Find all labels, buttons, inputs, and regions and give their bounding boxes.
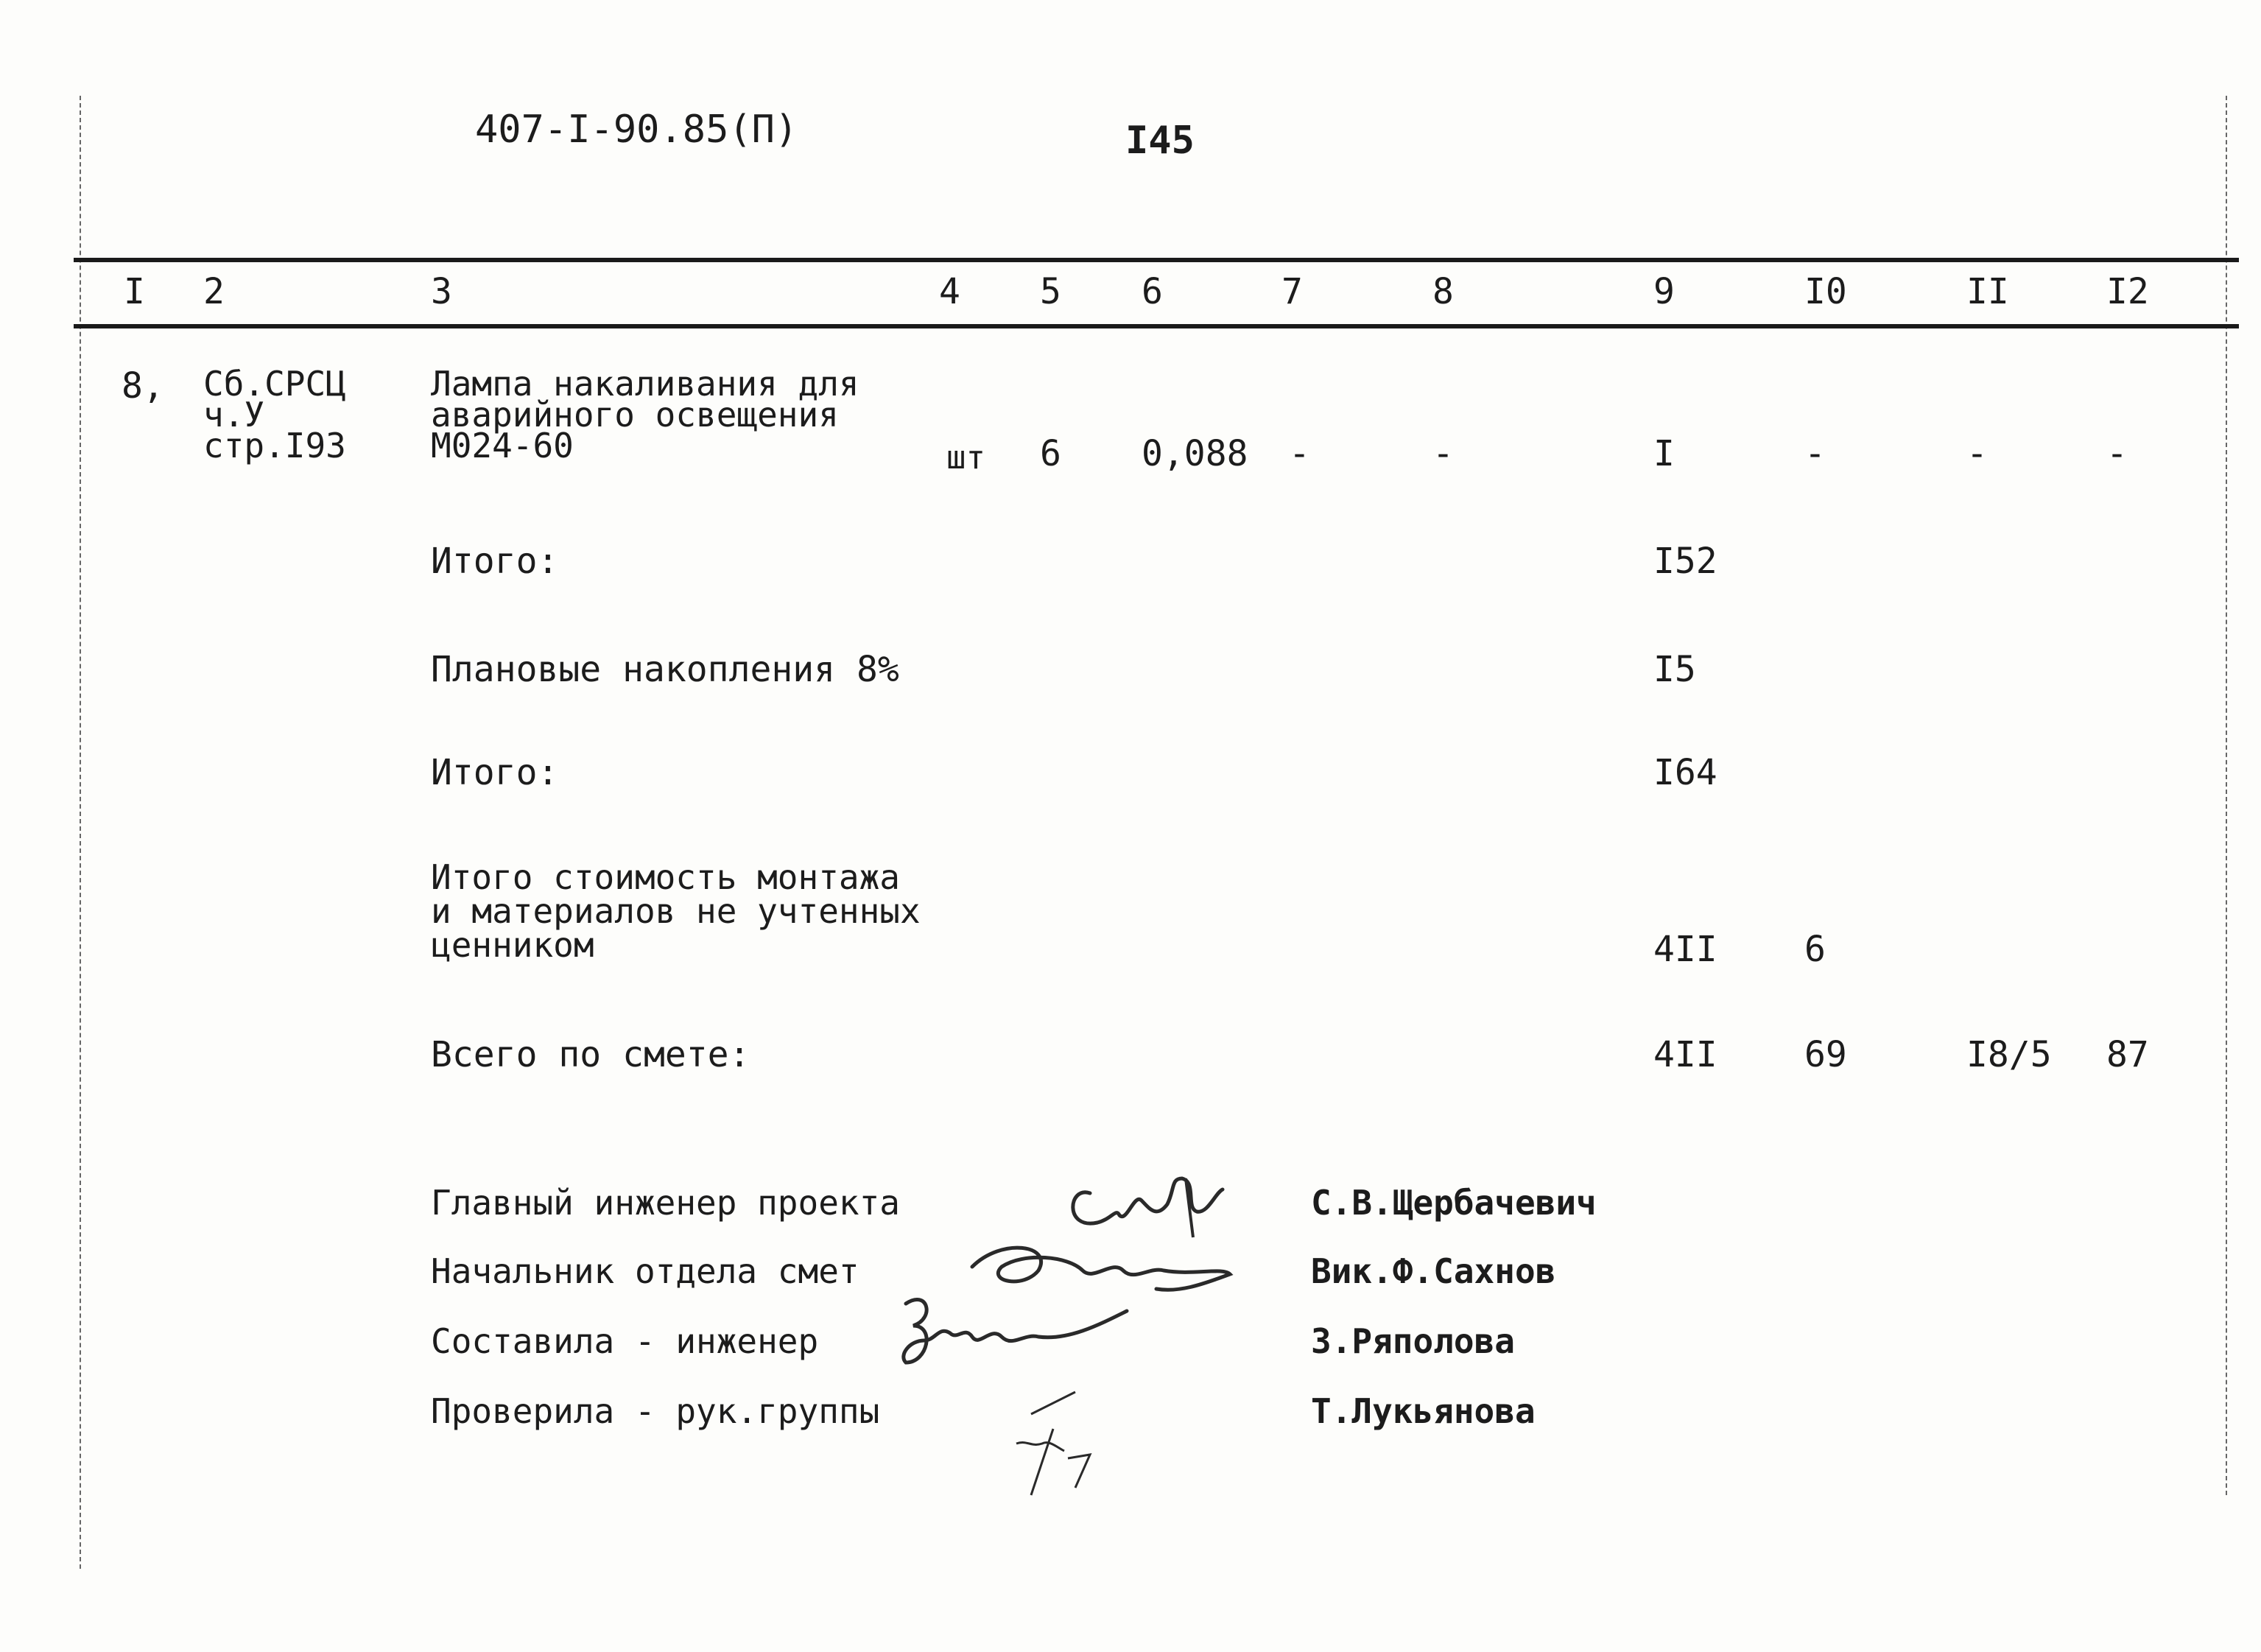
column-header: I2: [2106, 271, 2149, 312]
totals-col9: 4II: [1653, 1034, 1717, 1075]
signature-name: Вик.Ф.Сахнов: [1311, 1251, 1556, 1291]
signature-name: С.В.Щербачевич: [1311, 1183, 1597, 1223]
totals-label: Всего по смете:: [431, 1034, 750, 1075]
totals-label: Итого:: [431, 752, 559, 793]
signature-role: Проверила - рук.группы: [431, 1391, 880, 1431]
row-price: 0,088: [1142, 433, 1248, 474]
totals-label: Итого стоимость монтажа и материалов не учтенных ценником: [431, 857, 921, 965]
column-header: 3: [431, 271, 452, 312]
signature-role: Главный инженер проекта: [431, 1183, 900, 1223]
row-col8: -: [1432, 433, 1454, 474]
totals-col9: I64: [1653, 752, 1717, 793]
document-code: 407-I-90.85(П): [475, 108, 798, 152]
totals-col10: 69: [1804, 1034, 1847, 1075]
row-qty: 6: [1040, 433, 1061, 474]
column-header: I0: [1804, 271, 1847, 312]
column-header: 9: [1653, 271, 1675, 312]
header-bottom-rule: [74, 324, 2239, 328]
column-header: I: [124, 271, 145, 312]
row-col7: -: [1289, 433, 1310, 474]
totals-col9: 4II: [1653, 929, 1717, 970]
column-header: 6: [1142, 271, 1163, 312]
row-number: 8,: [122, 365, 164, 407]
right-edge-line: [2226, 96, 2227, 1495]
header-top-rule: [74, 258, 2239, 262]
totals-label: Плановые накопления 8%: [431, 649, 899, 690]
row-col10: -: [1804, 433, 1826, 474]
column-header: 5: [1040, 271, 1061, 312]
totals-col9: I5: [1653, 649, 1696, 690]
column-header: 7: [1281, 271, 1303, 312]
signature-name: З.Ряполова: [1311, 1321, 1515, 1361]
column-header: 4: [939, 271, 960, 312]
totals-col11: I8/5: [1966, 1034, 2052, 1075]
column-header: 2: [203, 271, 225, 312]
row-name: Лампа накаливания для аварийного освещения М024-60: [431, 364, 859, 465]
row-source: Сб.СРСЦ ч.У стр.I93: [203, 364, 346, 465]
row-col11: -: [1966, 433, 1988, 474]
signature-role: Составила - инженер: [431, 1321, 819, 1361]
signature-role: Начальник отдела смет: [431, 1251, 859, 1291]
totals-col12: 87: [2106, 1034, 2149, 1075]
handwritten-signature-group-lead: [987, 1363, 1134, 1502]
page-number: I45: [1125, 119, 1195, 163]
totals-col9: I52: [1653, 541, 1717, 582]
row-col12: -: [2106, 433, 2128, 474]
row-col9: I: [1653, 433, 1675, 474]
column-header: II: [1966, 271, 2009, 312]
signature-name: Т.Лукьянова: [1311, 1391, 1536, 1431]
totals-col10: 6: [1804, 929, 1826, 970]
left-edge-line: [80, 96, 81, 1569]
totals-label: Итого:: [431, 541, 559, 582]
row-unit: шт: [946, 439, 985, 477]
column-header: 8: [1432, 271, 1454, 312]
